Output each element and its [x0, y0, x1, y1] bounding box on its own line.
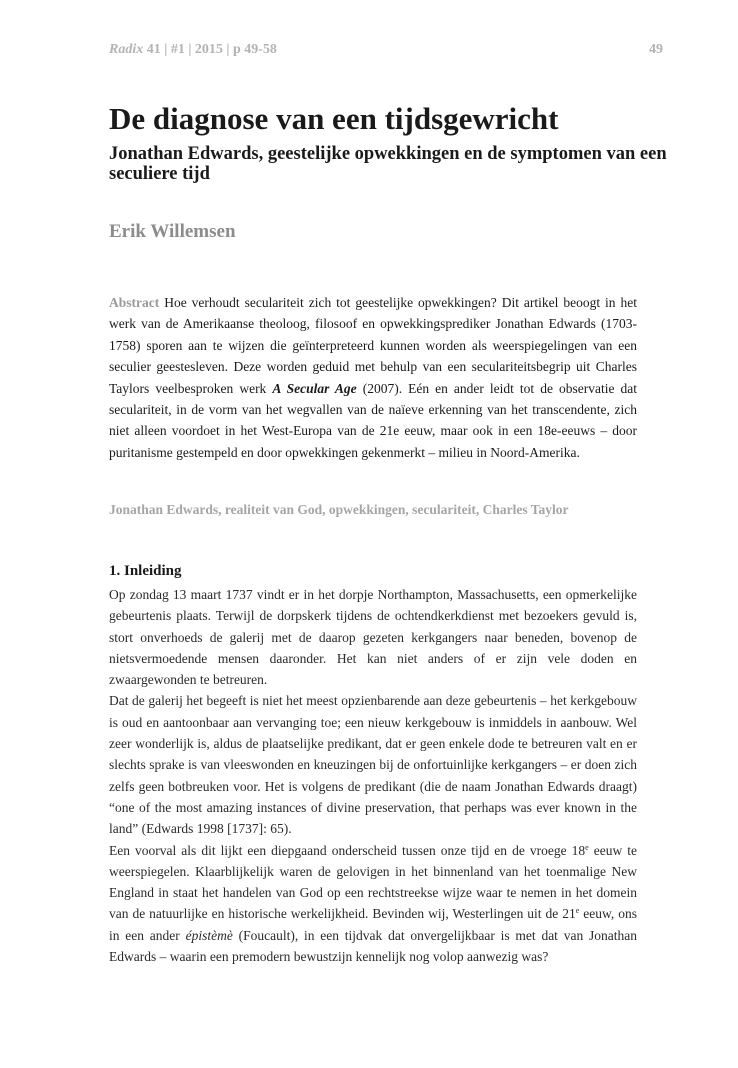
episteme-term: épistèmè [185, 927, 233, 943]
abstract-book-title: A Secular Age [272, 380, 357, 396]
article-subtitle: Jonathan Edwards, geestelijke opwekkingen en de symptomen van een seculiere tijd [109, 144, 667, 184]
keywords: Jonathan Edwards, realiteit van God, opwekkingen, seculariteit, Charles Taylor [109, 502, 569, 517]
paragraph-3-part-c: eeuw, ons in een ander [109, 906, 637, 943]
paragraph-3-part-b: eeuw te weerspiegelen. Klaarblijkelijk waren de gelovigen in het binnenland van het toenmalige New England in staat het handelen van God op een rechtstreekse wijze waar te nemen in het domein van de natuurlijke en historische werkelijkheid. Bevinden wij, Westerlingen uit de 21 [109, 842, 637, 922]
section-heading: 1. Inleiding [109, 563, 182, 579]
paragraph-1: Op zondag 13 maart 1737 vindt er in het dorpje Northampton, Massachusetts, een opmerkelijke gebeurtenis plaats. Terwijl de dorpskerk tijdens de ochtendkerkdienst met bezoekers gevuld is, stort onverhoeds de galerij met de daarop gezeten kerkgangers naar beneden, bovenop de nietsvermoedende mensen daaronder. Het kan niet anders of er zijn vele doden en zwaargewonden te betreuren. [109, 587, 637, 688]
abstract-text-1: Hoe verhoudt seculariteit zich tot geestelijke opwekkingen? Dit artikel beoogt in het werk van de Amerikaanse theoloog, filosoof en opwekkingsprediker Jonathan Edwards (1703-1758) sporen aan te wijzen die geïnterpreteerd kunnen worden als weerspiegelingen van een seculier geestesleven. Deze worden geduid met behulp van een seculariteitsbegrip uit Charles Taylors veelbesproken werk [109, 295, 637, 396]
author-name: Erik Willemsen [109, 221, 236, 242]
issue-info: 41 | #1 | 2015 | p 49-58 [146, 42, 277, 57]
journal-name: Radix [109, 42, 144, 57]
abstract [109, 292, 637, 463]
superscript-e: e [575, 906, 580, 916]
article-title: De diagnose van een tijdsgewricht [109, 101, 559, 136]
page-number: 49 [649, 42, 663, 57]
paragraph-3 [109, 840, 637, 968]
abstract-label: Abstract [109, 295, 160, 310]
abstract-text-2: (2007). Eén en ander leidt tot de observatie dat seculariteit, in de vorm van het wegvallen van de naïeve erkenning van het transcendente, zich niet alleen voordoet in het West-Europa van de 21e eeuw, maar ook in een 18e-eeuws – door puritanisme gestempeld en door opwekkingen gekenmerkt – milieu in Noord-Amerika. [109, 380, 637, 460]
running-header [109, 42, 663, 58]
journal-citation [109, 42, 277, 58]
paragraph-3-part-a: Een voorval als dit lijkt een diepgaand onderscheid tussen onze tijd en de vroege 18 [109, 842, 586, 858]
superscript-e: e [585, 842, 589, 852]
body-text [109, 584, 637, 967]
paragraph-2: Dat de galerij het begeeft is niet het meest opzienbarende aan deze gebeurtenis – het kerkgebouw is oud en aantoonbaar aan vervanging toe; een nieuw kerkgebouw is inmiddels in aanbouw. Wel zeer wonderlijk is, aldus de plaatselijke predikant, dat er geen enkele dode te betreuren valt en er slechts sprake is van vleeswonden en kneuzingen bij de onfortuinlijke kerkgangers – er doen zich zelfs geen botbreuken voor. Het is volgens de predikant (die de naam Jonathan Edwards draagt) “one of the most amazing instances of divine preservation, that perhaps was ever known in the land” (Edwards 1998 [1737]: 65). [109, 693, 637, 837]
paragraph-3-part-d: (Foucault), in een tijdvak dat onvergelijkbaar is met dat van Jonathan Edwards – waarin een premodern bewustzijn kennelijk nog volop aanwezig was? [109, 927, 637, 965]
